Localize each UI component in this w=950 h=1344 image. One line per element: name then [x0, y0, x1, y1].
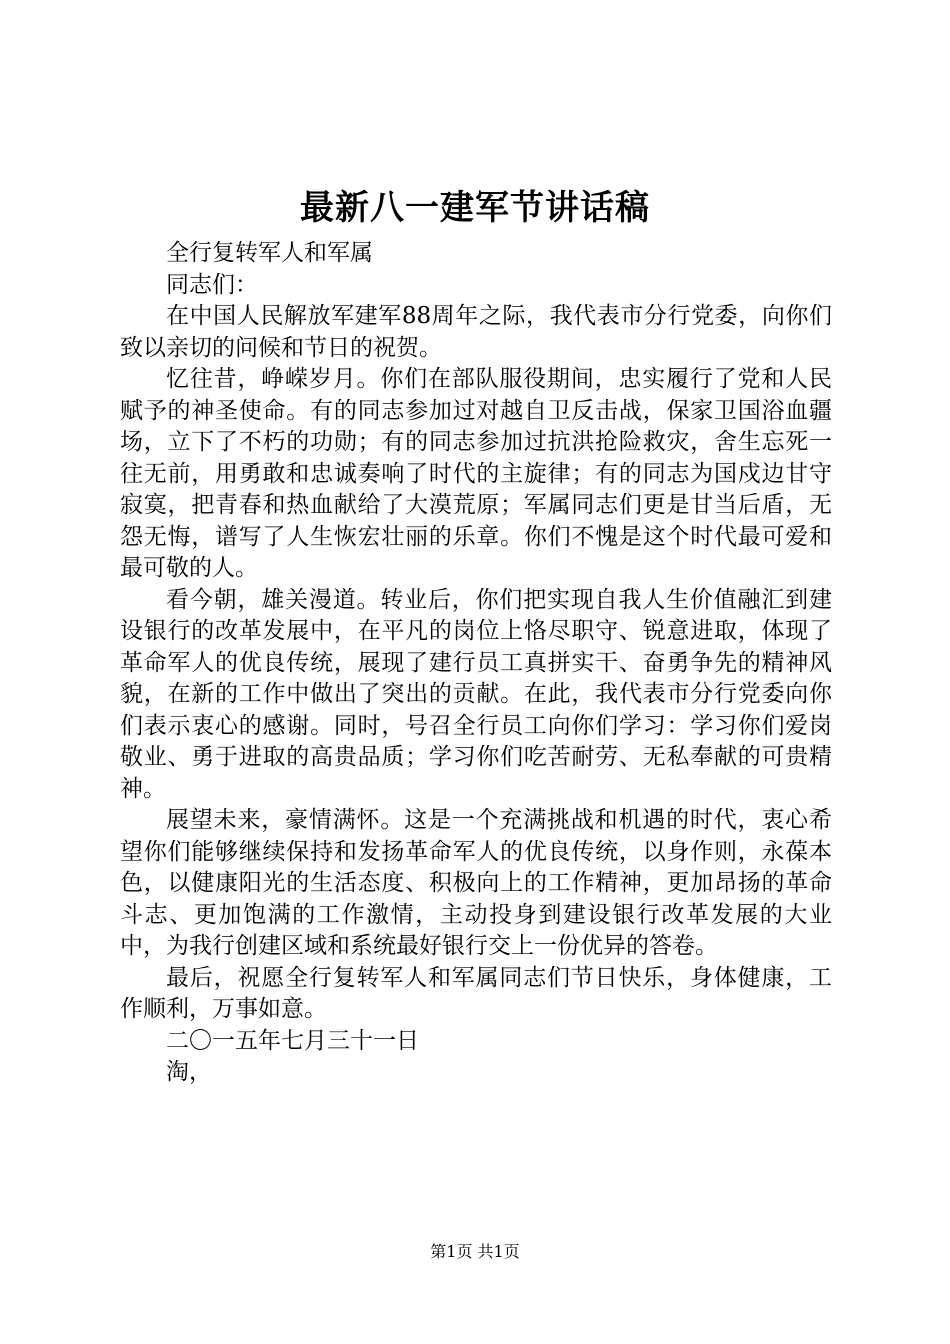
paragraph-past: 忆往昔，峥嵘岁月。你们在部队服役期间，忠实履行了党和人民赋予的神圣使命。有的同志参加过对越自卫反击战，保家卫国浴血疆场，立下了不朽的功勋；有的同志参加过抗洪抢险救灾，舍生忘死一往无前，用勇敢和忠诚奏响了时代的主旋律；有的同志为国戍边甘守寂寞，把青春和热血献给了大漠荒原；军属同志们更是甘当后盾，无怨无悔，谱写了人生恢宏壮丽的乐章。你们不愧是这个时代最可爱和最可敬的人。: [120, 366, 832, 581]
paragraph-wishes: 最后，祝愿全行复转军人和军属同志们节日快乐，身体健康，工作顺利，万事如意。: [120, 964, 832, 1022]
salutation-recipients: 全行复转军人和军属: [166, 240, 373, 266]
paragraph-future: 展望未来，豪情满怀。这是一个充满挑战和机遇的时代，衷心希望你们能够继续保持和发扬革命军人的优良传统，以身作则，永葆本色，以健康阳光的生活态度、积极向上的工作精神，更加昂扬的革命斗志、更加饱满的工作激情，主动投身到建设银行改革发展的大业中，为我行创建区域和系统最好银行交上一份优异的答卷。: [120, 807, 832, 959]
document-date: 二〇一五年七月三十一日: [166, 1027, 419, 1054]
paragraph-greeting: 在中国人民解放军建军88周年之际，我代表市分行党委，向你们致以亲切的问候和节日的祝贺。: [120, 303, 832, 361]
paragraph-present: 看今朝，雄关漫道。转业后，你们把实现自我人生价值融汇到建设银行的改革发展中，在平凡的岗位上恪尽职守、锐意进取，体现了革命军人的优良传统，展现了建行员工真拼实干、奋勇争先的精神风貌，在新的工作中做出了突出的贡献。在此，我代表市分行党委向你们表示衷心的感谢。同时，号召全行员工向你们学习：学习你们爱岗敬业、勇于进取的高贵品质；学习你们吃苦耐劳、无私奉献的可贵精神。: [120, 586, 832, 802]
closing-text: 淘，: [166, 1059, 212, 1085]
salutation-comrades: 同志们：: [166, 271, 258, 298]
page-footer: 第1页 共1页: [430, 1242, 520, 1261]
document-body: [120, 238, 832, 1089]
document-title: 最新八一建军节讲话稿: [300, 188, 650, 228]
